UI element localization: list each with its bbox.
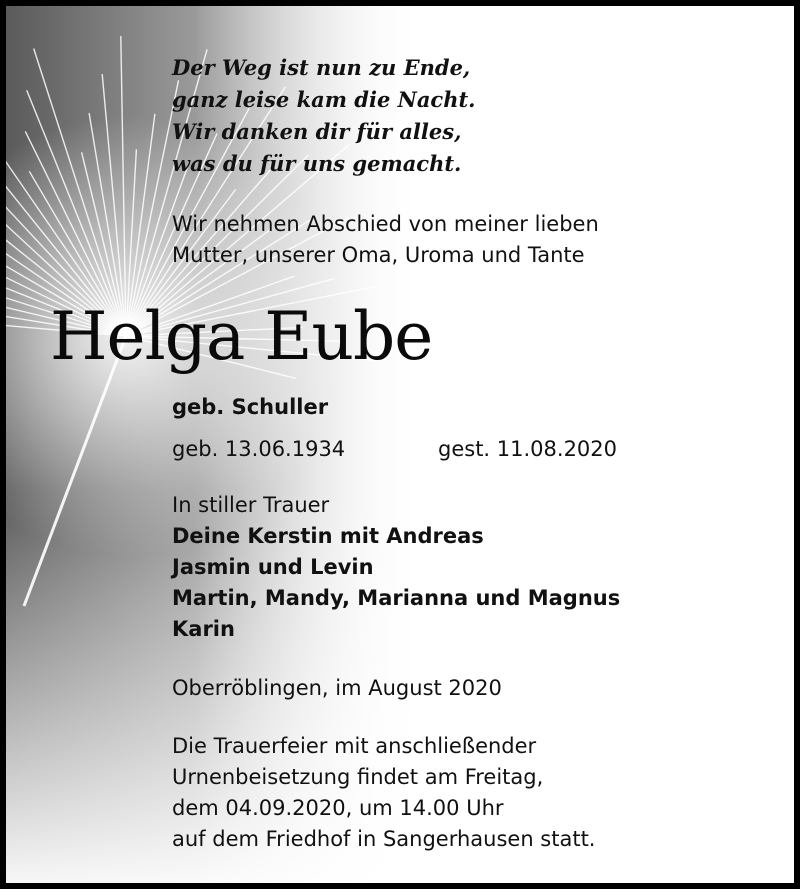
place-date: Oberröblingen, im August 2020 <box>172 676 502 700</box>
funeral-line-1: Die Trauerfeier mit anschließender <box>172 734 537 758</box>
funeral-line-3: dem 04.09.2020, um 14.00 Uhr <box>172 796 504 820</box>
poem-line-1: Der Weg ist nun zu Ende, <box>172 55 471 80</box>
mourner-3: Martin, Mandy, Marianna und Magnus <box>172 586 621 610</box>
maiden-name: geb. Schuller <box>172 395 329 419</box>
poem-line-4: was du für uns gemacht. <box>172 151 462 176</box>
poem-line-2: ganz leise kam die Nacht. <box>172 87 476 112</box>
funeral-line-4: auf dem Friedhof in Sangerhausen statt. <box>172 827 596 851</box>
intro-line-1: Wir nehmen Abschied von meiner lieben <box>172 212 599 236</box>
mourner-1: Deine Kerstin mit Andreas <box>172 524 484 548</box>
mourner-2: Jasmin und Levin <box>172 555 374 579</box>
poem-line-3: Wir danken dir für alles, <box>172 119 462 144</box>
deceased-name: Helga Eube <box>50 298 433 375</box>
birth-date: geb. 13.06.1934 <box>172 437 346 461</box>
funeral-line-2: Urnenbeisetzung findet am Freitag, <box>172 765 544 789</box>
intro-line-2: Mutter, unserer Oma, Uroma und Tante <box>172 243 585 267</box>
death-date: gest. 11.08.2020 <box>438 437 618 461</box>
mourner-4: Karin <box>172 617 235 641</box>
mourning-heading: In stiller Trauer <box>172 493 330 517</box>
